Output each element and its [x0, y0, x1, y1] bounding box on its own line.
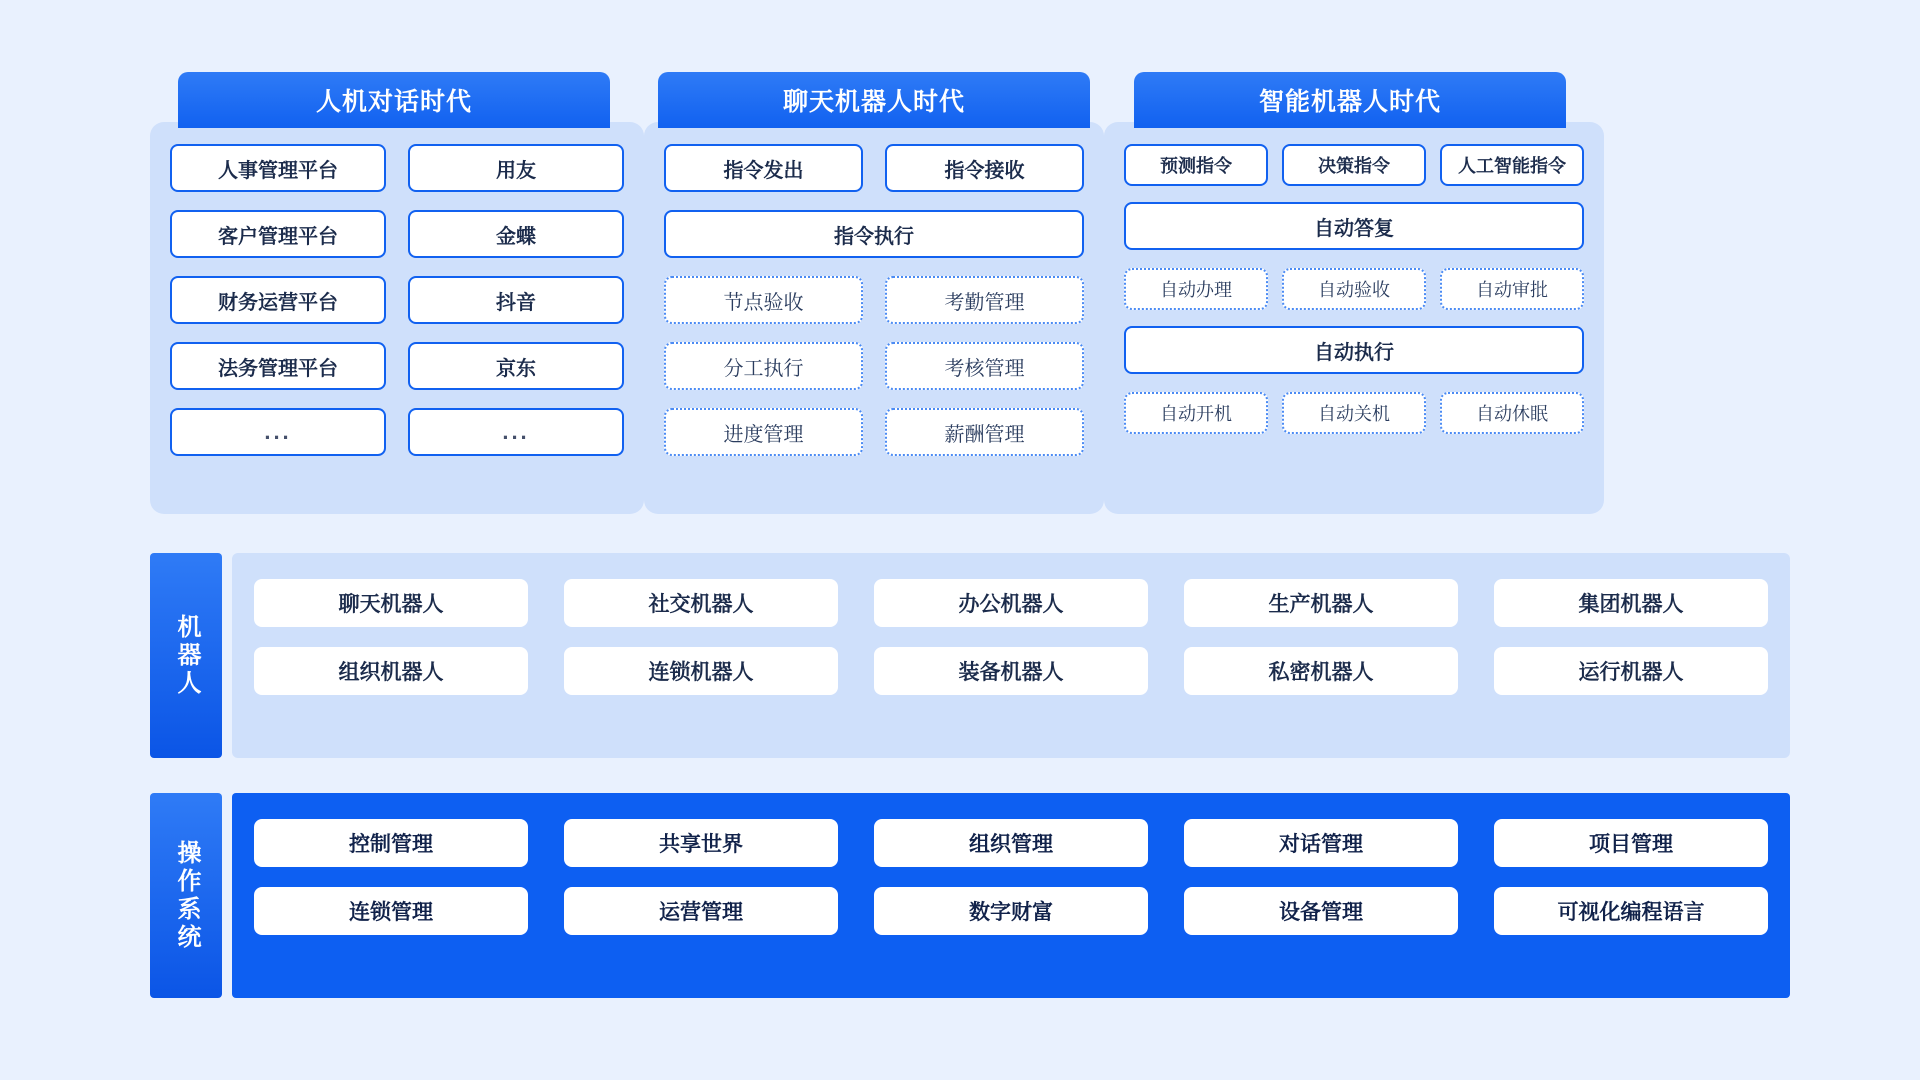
- os-chip[interactable]: 数字财富: [874, 887, 1148, 935]
- era-column-2: [644, 72, 1104, 514]
- era1-chip[interactable]: 抖音: [408, 276, 624, 324]
- era3-chip[interactable]: 自动开机: [1124, 392, 1268, 434]
- era2-row-3: [664, 342, 1084, 390]
- era2-chip[interactable]: 指令接收: [885, 144, 1084, 192]
- era2-chip-execute[interactable]: 指令执行: [664, 210, 1084, 258]
- era3-group2-title-row: [1124, 326, 1584, 374]
- era3-chip[interactable]: 预测指令: [1124, 144, 1268, 186]
- era1-chip-more[interactable]: ...: [170, 408, 386, 456]
- era3-chip[interactable]: 自动审批: [1440, 268, 1584, 310]
- os-row-2: [254, 887, 1768, 935]
- era1-chip-more[interactable]: ...: [408, 408, 624, 456]
- era2-chip[interactable]: 考勤管理: [885, 276, 1084, 324]
- robot-chip[interactable]: 办公机器人: [874, 579, 1148, 627]
- era3-chip-auto-reply[interactable]: 自动答复: [1124, 202, 1584, 250]
- os-chip[interactable]: 共享世界: [564, 819, 838, 867]
- era-title-2: 聊天机器人时代: [658, 72, 1090, 128]
- era2-chip[interactable]: 考核管理: [885, 342, 1084, 390]
- era2-chip[interactable]: 薪酬管理: [885, 408, 1084, 456]
- era-columns: [150, 72, 1790, 542]
- era1-row-5: [170, 408, 624, 456]
- os-band-label: 操作系统: [150, 793, 222, 998]
- os-chip[interactable]: 对话管理: [1184, 819, 1458, 867]
- era3-chip-auto-exec[interactable]: 自动执行: [1124, 326, 1584, 374]
- robots-band: [150, 553, 1790, 758]
- robot-chip[interactable]: 装备机器人: [874, 647, 1148, 695]
- era2-chip[interactable]: 分工执行: [664, 342, 863, 390]
- era3-group1-items: [1124, 268, 1584, 310]
- era-body-2: [644, 122, 1104, 514]
- era1-row-4: [170, 342, 624, 390]
- era3-chip[interactable]: 自动休眠: [1440, 392, 1584, 434]
- era1-chip[interactable]: 法务管理平台: [170, 342, 386, 390]
- era3-chip[interactable]: 自动办理: [1124, 268, 1268, 310]
- era1-chip[interactable]: 用友: [408, 144, 624, 192]
- era3-row-1: [1124, 144, 1584, 186]
- os-chip[interactable]: 连锁管理: [254, 887, 528, 935]
- era2-row-1: [664, 144, 1084, 192]
- os-chip[interactable]: 控制管理: [254, 819, 528, 867]
- os-chip[interactable]: 运营管理: [564, 887, 838, 935]
- os-row-1: [254, 819, 1768, 867]
- robots-row-1: [254, 579, 1768, 627]
- era3-chip[interactable]: 自动验收: [1282, 268, 1426, 310]
- os-band-body: [232, 793, 1790, 998]
- era2-chip[interactable]: 进度管理: [664, 408, 863, 456]
- robot-chip[interactable]: 社交机器人: [564, 579, 838, 627]
- os-band: [150, 793, 1790, 998]
- era-body-1: [150, 122, 644, 514]
- robot-chip[interactable]: 组织机器人: [254, 647, 528, 695]
- era3-chip[interactable]: 自动关机: [1282, 392, 1426, 434]
- robot-chip[interactable]: 聊天机器人: [254, 579, 528, 627]
- era3-chip[interactable]: 决策指令: [1282, 144, 1426, 186]
- era1-row-2: [170, 210, 624, 258]
- era1-chip[interactable]: 财务运营平台: [170, 276, 386, 324]
- era1-chip[interactable]: 客户管理平台: [170, 210, 386, 258]
- era2-row-4: [664, 408, 1084, 456]
- robot-chip[interactable]: 运行机器人: [1494, 647, 1768, 695]
- era1-row-1: [170, 144, 624, 192]
- era1-chip[interactable]: 人事管理平台: [170, 144, 386, 192]
- era-title-3: 智能机器人时代: [1134, 72, 1566, 128]
- os-chip[interactable]: 设备管理: [1184, 887, 1458, 935]
- era2-row-full: [664, 210, 1084, 258]
- era2-row-2: [664, 276, 1084, 324]
- era2-chip[interactable]: 节点验收: [664, 276, 863, 324]
- era1-chip[interactable]: 京东: [408, 342, 624, 390]
- robot-chip[interactable]: 生产机器人: [1184, 579, 1458, 627]
- robot-chip[interactable]: 连锁机器人: [564, 647, 838, 695]
- era-body-3: [1104, 122, 1604, 514]
- era3-group1-title-row: [1124, 202, 1584, 250]
- os-chip[interactable]: 可视化编程语言: [1494, 887, 1768, 935]
- era-column-3: [1104, 72, 1604, 514]
- robot-chip[interactable]: 集团机器人: [1494, 579, 1768, 627]
- era-title-1: 人机对话时代: [178, 72, 610, 128]
- robots-band-body: [232, 553, 1790, 758]
- robots-band-label: 机器人: [150, 553, 222, 758]
- robots-row-2: [254, 647, 1768, 695]
- robot-chip[interactable]: 私密机器人: [1184, 647, 1458, 695]
- era3-group2-items: [1124, 392, 1584, 434]
- era2-chip[interactable]: 指令发出: [664, 144, 863, 192]
- os-chip[interactable]: 组织管理: [874, 819, 1148, 867]
- era-column-1: [150, 72, 644, 514]
- era3-chip[interactable]: 人工智能指令: [1440, 144, 1584, 186]
- era1-row-3: [170, 276, 624, 324]
- os-chip[interactable]: 项目管理: [1494, 819, 1768, 867]
- era1-chip[interactable]: 金蝶: [408, 210, 624, 258]
